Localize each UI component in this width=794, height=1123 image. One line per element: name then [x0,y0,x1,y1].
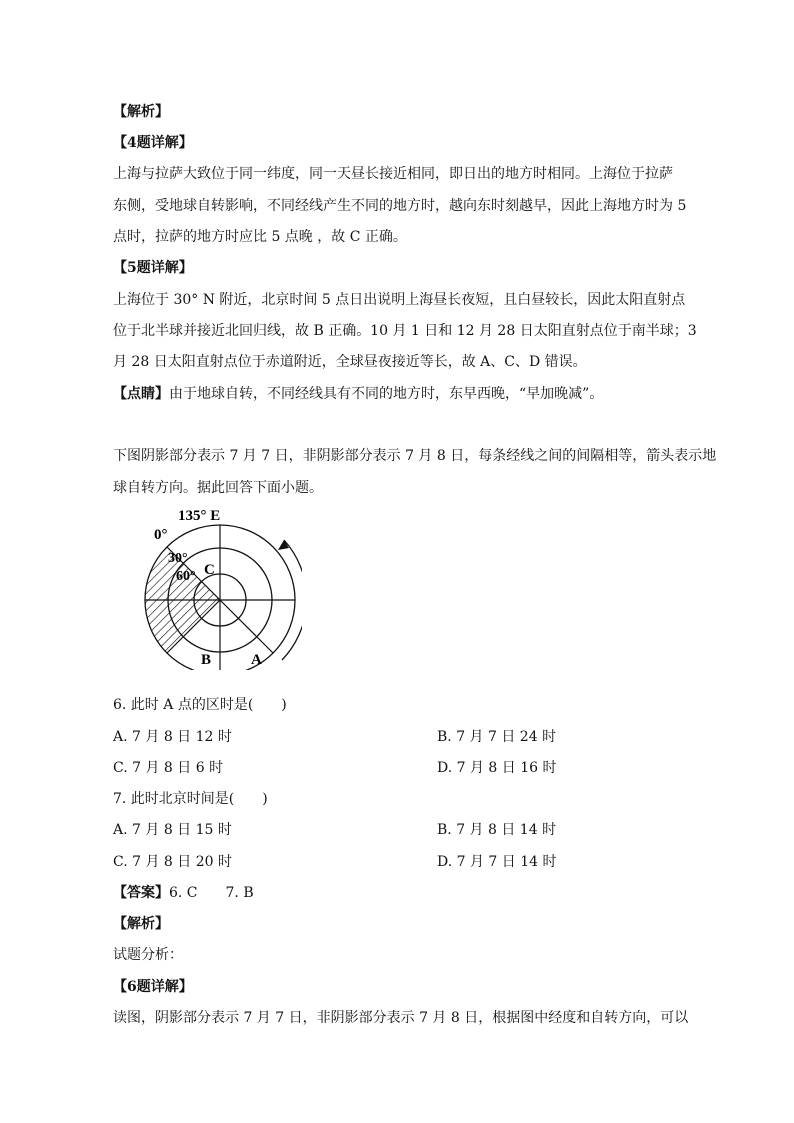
dianjing-line [113,384,603,404]
rotation-arrow-head [278,540,289,550]
label-0-degree: 0° [154,527,168,543]
label-b: B [201,652,212,668]
paragraph-line: 东侧，受地球自转影响，不同经线产生不同的地方时，越向东时刻越早，因此上海地方时为 5 [113,198,687,214]
q6-option-d: D. 7 月 8 日 16 时 [437,760,557,776]
label-30-degree: 30° [168,551,188,566]
paragraph-line: 点时，拉萨的地方时应比 5 点晚 ，故 C 正确。 [113,229,407,245]
label-60-degree: 60° [176,569,196,584]
intro-line: 球自转方向。据此回答下面小题。 [113,480,323,496]
dianjing-text: 由于地球自转，不同经线具有不同的地方时，东早西晚，“早加晚减”。 [169,386,604,402]
answer-label: 【答案】 [113,885,169,901]
dianjing-label: 【点睛】 [113,386,169,402]
paragraph-line: 上海位于 30° N 附近，北京时间 5 点日出说明上海昼长夜短，且白昼较长，因此太阳直射点 [113,292,686,308]
polar-view-figure [112,500,302,674]
q7-option-b: B. 7 月 8 日 14 时 [437,822,557,838]
paragraph-line: 月 28 日太阳直射点位于赤道附近，全球昼夜接近等长，故 A、C、D 错误。 [113,354,587,370]
q7-option-a: A. 7 月 8 日 15 时 [113,822,232,838]
label-135e: 135° E [178,508,221,524]
q7-stem: 7. 此时北京时间是( ) [113,791,268,807]
label-a: A [251,652,262,668]
q5-detail-heading: 【5题详解】 [113,260,193,276]
q6-detail-heading: 【6题详解】 [113,979,193,995]
paragraph-line: 位于北半球并接近北回归线，故 B 正确。10 月 1 日和 12 月 28 日太阳直射点位于南半球；3 [113,323,697,339]
paragraph-line: 上海与拉萨大致位于同一纬度，同一天昼长接近相同，即日出的地方时相同。上海位于拉萨 [113,166,673,182]
q7-option-c: C. 7 月 8 日 20 时 [113,854,232,870]
analysis-intro: 试题分析： [113,947,183,963]
q6-option-c: C. 7 月 8 日 6 时 [113,760,224,776]
q6-option-a: A. 7 月 8 日 12 时 [113,729,232,745]
paragraph-line: 读图，阴影部分表示 7 月 7 日，非阴影部分表示 7 月 8 日，根据图中经度和自转方向，可以 [113,1010,689,1026]
q6-option-b: B. 7 月 7 日 24 时 [437,729,557,745]
q7-option-d: D. 7 月 7 日 14 时 [437,854,557,870]
intro-line: 下图阴影部分表示 7 月 7 日，非阴影部分表示 7 月 8 日，每条经线之间的间隔相等，箭头表示地 [113,448,717,464]
label-c: C [204,562,215,578]
answer-text: 6. C 7. B [169,885,254,901]
q6-stem: 6. 此时 A 点的区时是( ) [113,697,287,713]
answer-line [113,883,254,903]
analysis-heading: 【解析】 [113,104,169,120]
polar-diagram-svg [112,500,302,670]
q4-detail-heading: 【4题详解】 [113,135,193,151]
analysis-heading-2: 【解析】 [113,916,169,932]
